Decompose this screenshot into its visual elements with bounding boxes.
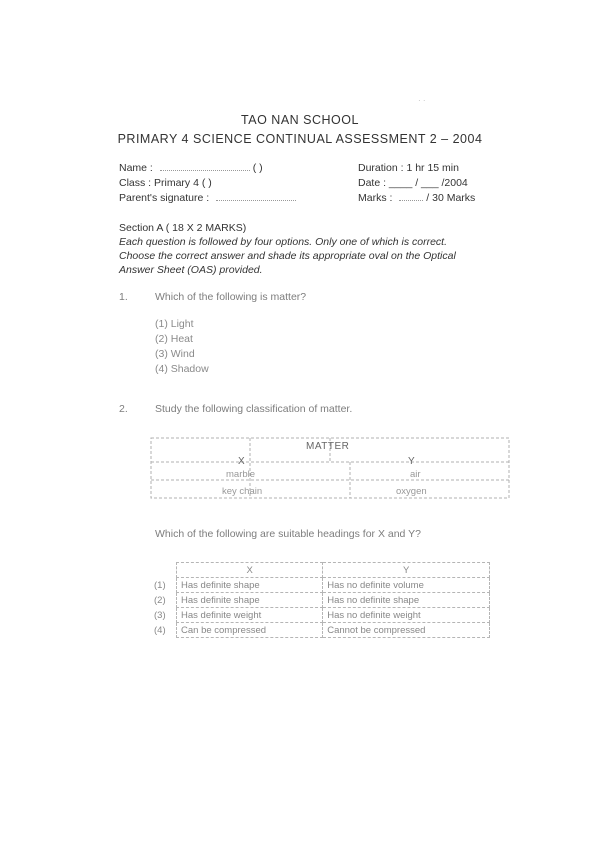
q1-text: Which of the following is matter? bbox=[155, 291, 307, 303]
name-row bbox=[119, 162, 263, 174]
section-heading: Section A ( 18 X 2 MARKS) bbox=[119, 222, 247, 234]
q1-option-1: (1) Light bbox=[155, 318, 194, 330]
marks-row bbox=[358, 192, 475, 204]
signature-label: Parent's signature : bbox=[119, 192, 210, 204]
name-line bbox=[160, 162, 250, 171]
name-index: ( ) bbox=[252, 162, 263, 174]
row-x: Has definite shape bbox=[177, 593, 323, 608]
name-label: Name : bbox=[119, 162, 153, 174]
diagram-right-item-2: oxygen bbox=[396, 486, 427, 497]
q2-question: Which of the following are suitable headings for X and Y? bbox=[155, 528, 421, 540]
marks-line bbox=[399, 192, 423, 201]
signature-row bbox=[119, 192, 296, 204]
diagram-y: Y bbox=[408, 456, 415, 467]
row-number: (3) bbox=[154, 609, 166, 621]
q2-options-table bbox=[150, 562, 490, 638]
instruction-line-2: Choose the correct answer and shade its appropriate oval on the Optical bbox=[119, 250, 456, 262]
row-y: Has no definite shape bbox=[323, 593, 490, 608]
exam-title: PRIMARY 4 SCIENCE CONTINUAL ASSESSMENT 2 – 2004 bbox=[117, 132, 483, 146]
table-row bbox=[150, 578, 490, 593]
q2-number: 2. bbox=[119, 403, 128, 415]
q1-number: 1. bbox=[119, 291, 128, 303]
marks-label: Marks : bbox=[358, 192, 393, 204]
instruction-line-1: Each question is followed by four options. Only one of which is correct. bbox=[119, 236, 448, 248]
table-header-blank bbox=[150, 563, 177, 578]
row-x: Can be compressed bbox=[177, 623, 323, 638]
diagram-left-item-2: key chain bbox=[222, 486, 263, 497]
q1-option-3: (3) Wind bbox=[155, 348, 195, 360]
row-y: Cannot be compressed bbox=[323, 623, 490, 638]
q2-text: Study the following classification of matter. bbox=[155, 403, 353, 415]
q1-option-4: (4) Shadow bbox=[155, 363, 209, 375]
class-label: Class : Primary 4 ( ) bbox=[119, 177, 212, 189]
row-number: (2) bbox=[154, 594, 166, 606]
signature-line bbox=[216, 192, 296, 201]
instruction-line-3: Answer Sheet (OAS) provided. bbox=[119, 264, 263, 276]
table-row bbox=[150, 623, 490, 638]
diagram-right-item-1: air bbox=[410, 469, 421, 480]
table-row bbox=[150, 593, 490, 608]
diagram-root: MATTER bbox=[306, 441, 350, 452]
date-label: Date : ____ / ___ /2004 bbox=[358, 177, 468, 189]
table-header-row bbox=[150, 563, 490, 578]
diagram-x: X bbox=[238, 456, 245, 467]
duration-label: Duration : 1 hr 15 min bbox=[358, 162, 459, 174]
diagram-left-item-1: marble bbox=[226, 469, 256, 480]
row-number: (1) bbox=[154, 579, 166, 591]
q1-option-2: (2) Heat bbox=[155, 333, 193, 345]
table-header-y: Y bbox=[323, 563, 490, 578]
row-x: Has definite weight bbox=[177, 608, 323, 623]
school-title: TAO NAN SCHOOL bbox=[241, 113, 359, 127]
scan-speck: · · bbox=[418, 96, 426, 105]
row-y: Has no definite weight bbox=[323, 608, 490, 623]
marks-value: / 30 Marks bbox=[426, 192, 476, 204]
row-number: (4) bbox=[154, 624, 166, 636]
table-header-x: X bbox=[177, 563, 323, 578]
row-y: Has no definite volume bbox=[323, 578, 490, 593]
row-x: Has definite shape bbox=[177, 578, 323, 593]
table-row bbox=[150, 608, 490, 623]
